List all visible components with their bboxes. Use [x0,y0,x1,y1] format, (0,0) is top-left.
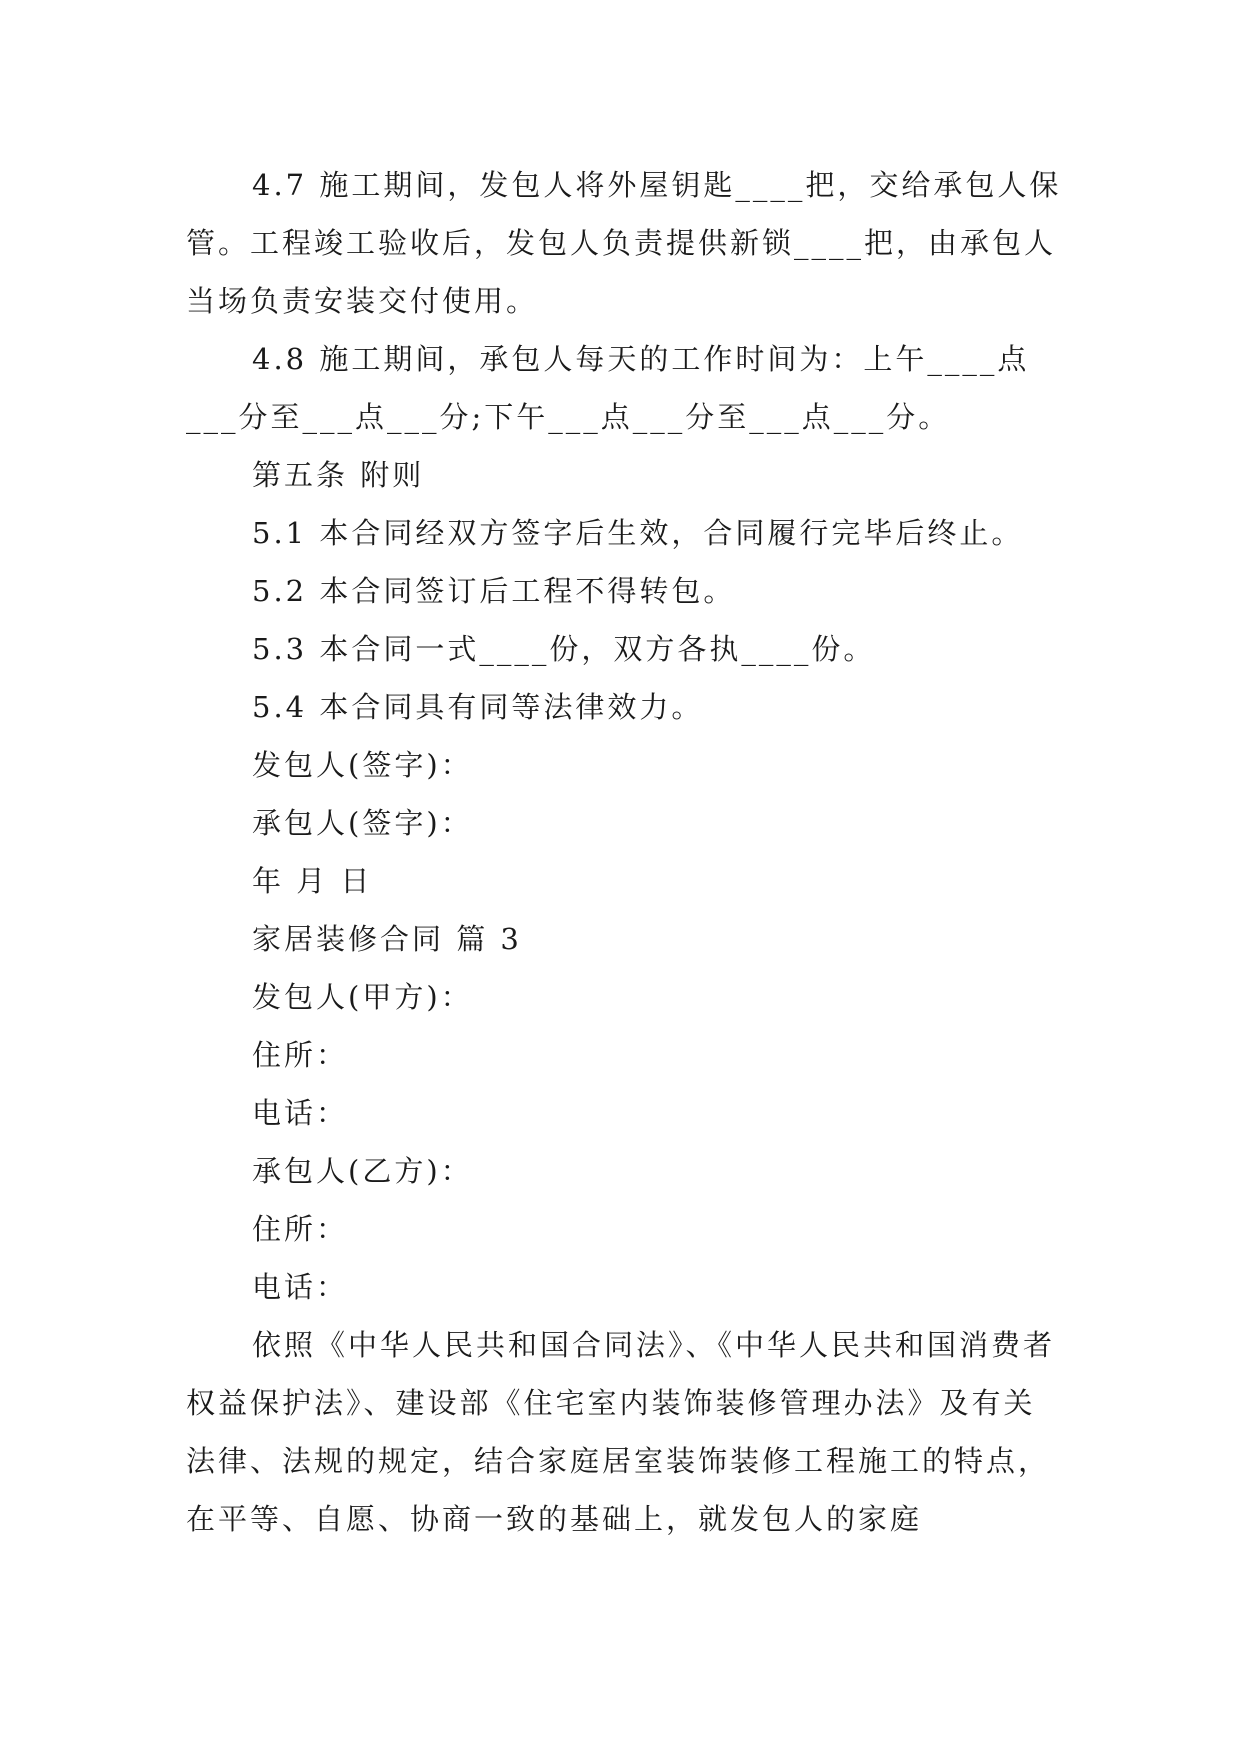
party-b-address: 住所： [252,1212,349,1246]
party-b-phone: 电话： [252,1270,349,1304]
contractor-signature-line: 承包人(签字)： [252,806,473,840]
party-a-address: 住所： [252,1038,349,1072]
preamble-paragraph: 依照《中华人民共和国合同法》、《中华人民共和国消费者权益保护法》、建设部《住宅室内装饰装修管理办法》及有关法律、法规的规定，结合家庭居室装饰装修工程施工的特点，在平等、自愿、协商一致的基础上，就发包人的家庭 [186,1328,1056,1536]
party-a-line: 发包人(甲方)： [252,980,473,1014]
clause-4-7: 4.7 施工期间，发包人将外屋钥匙____把，交给承包人保管。工程竣工验收后，发包人负责提供新锁____把，由承包人当场负责安装交付使用。 [186,168,1062,318]
clause-5-3: 5.3 本合同一式____份，双方各执____份。 [252,632,876,666]
clause-4-8: 4.8 施工期间，承包人每天的工作时间为：上午____点___分至___点___分;下午___点___分至___点___分。 [186,342,1030,434]
clause-5-2: 5.2 本合同签订后工程不得转包。 [252,574,736,608]
clause-5-4: 5.4 本合同具有同等法律效力。 [252,690,704,724]
clause-5-1: 5.1 本合同经双方签字后生效，合同履行完毕后终止。 [252,516,1024,550]
employer-signature-line: 发包人(签字)： [252,748,473,782]
date-line: 年 月 日 [252,864,373,898]
document-body [186,156,1066,1548]
article-5-heading: 第五条 附则 [252,458,425,492]
party-b-line: 承包人(乙方)： [252,1154,473,1188]
party-a-phone: 电话： [252,1096,349,1130]
section-title: 家居装修合同 篇 3 [252,922,522,956]
